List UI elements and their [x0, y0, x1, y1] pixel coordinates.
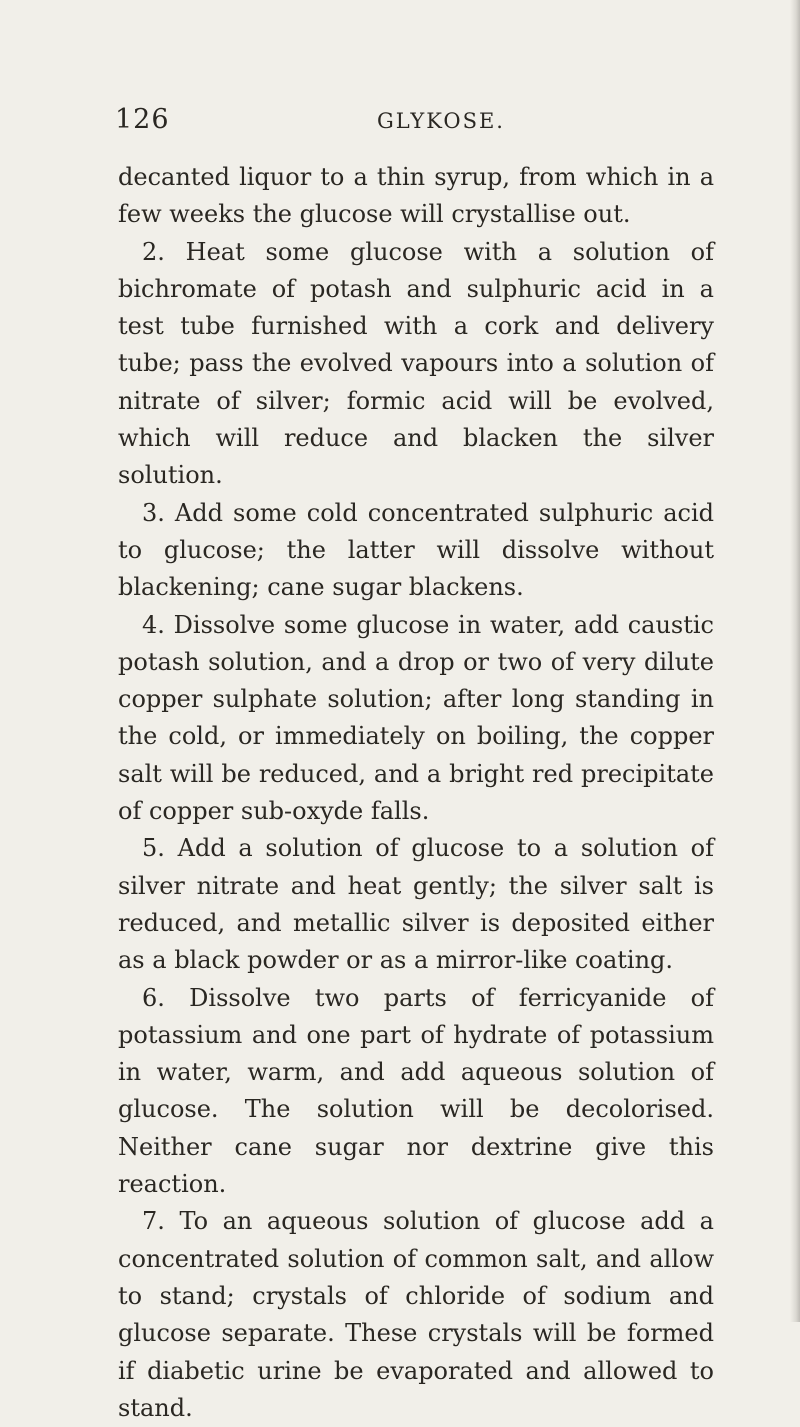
paragraph-item-4: 4. Dissolve some glucose in water, add caustic potash solution, and a drop or two of very dilute copper sulphate solution; after long standing in the cold, or immediately on boiling, the copper salt will be reduced, and a bright red precipitate of copper sub-oxyde falls. [118, 610, 714, 826]
paragraph-item-5: 5. Add a solution of glucose to a solution of silver nitrate and heat gently; the silver salt is reduced, and metallic silver is deposited either as a black powder or as a mirror-like coating. [118, 834, 714, 975]
body-text [118, 159, 714, 1427]
paragraph-item-3: 3. Add some cold concentrated sulphuric acid to glucose; the latter will dissolve without blackening; cane sugar blackens. [118, 498, 714, 602]
paragraph-item-7: 7. To an aqueous solution of glucose add a concentrated solution of common salt, and allow to stand; crystals of chloride of sodium and glucose separate. These crystals will be formed if diabetic urine be evaporated and allowed to stand. [118, 1207, 714, 1422]
page-edge-shadow [790, 0, 800, 1322]
paragraph-item-6: 6. Dissolve two parts of ferricyanide of potassium and one part of hydrate of potassium in water, warm, and add aqueous solution of glucose. The solution will be decolorised. Neither cane sugar nor dextrine give this reaction. [118, 983, 714, 1199]
running-head [115, 104, 715, 144]
paragraph-continuation: decanted liquor to a thin syrup, from which in a few weeks the glucose will crystallise out. [118, 163, 714, 229]
page-number: 126 [115, 104, 170, 135]
running-title: GLYKOSE. [377, 109, 505, 133]
paragraph-item-2: 2. Heat some glucose with a solution of bichromate of potash and sulphuric acid in a test tube furnished with a cork and delivery tube; pass the evolved vapours into a solution of nitrate of silver; formic acid will be evolved, which will reduce and blacken the silver solution. [118, 237, 714, 490]
